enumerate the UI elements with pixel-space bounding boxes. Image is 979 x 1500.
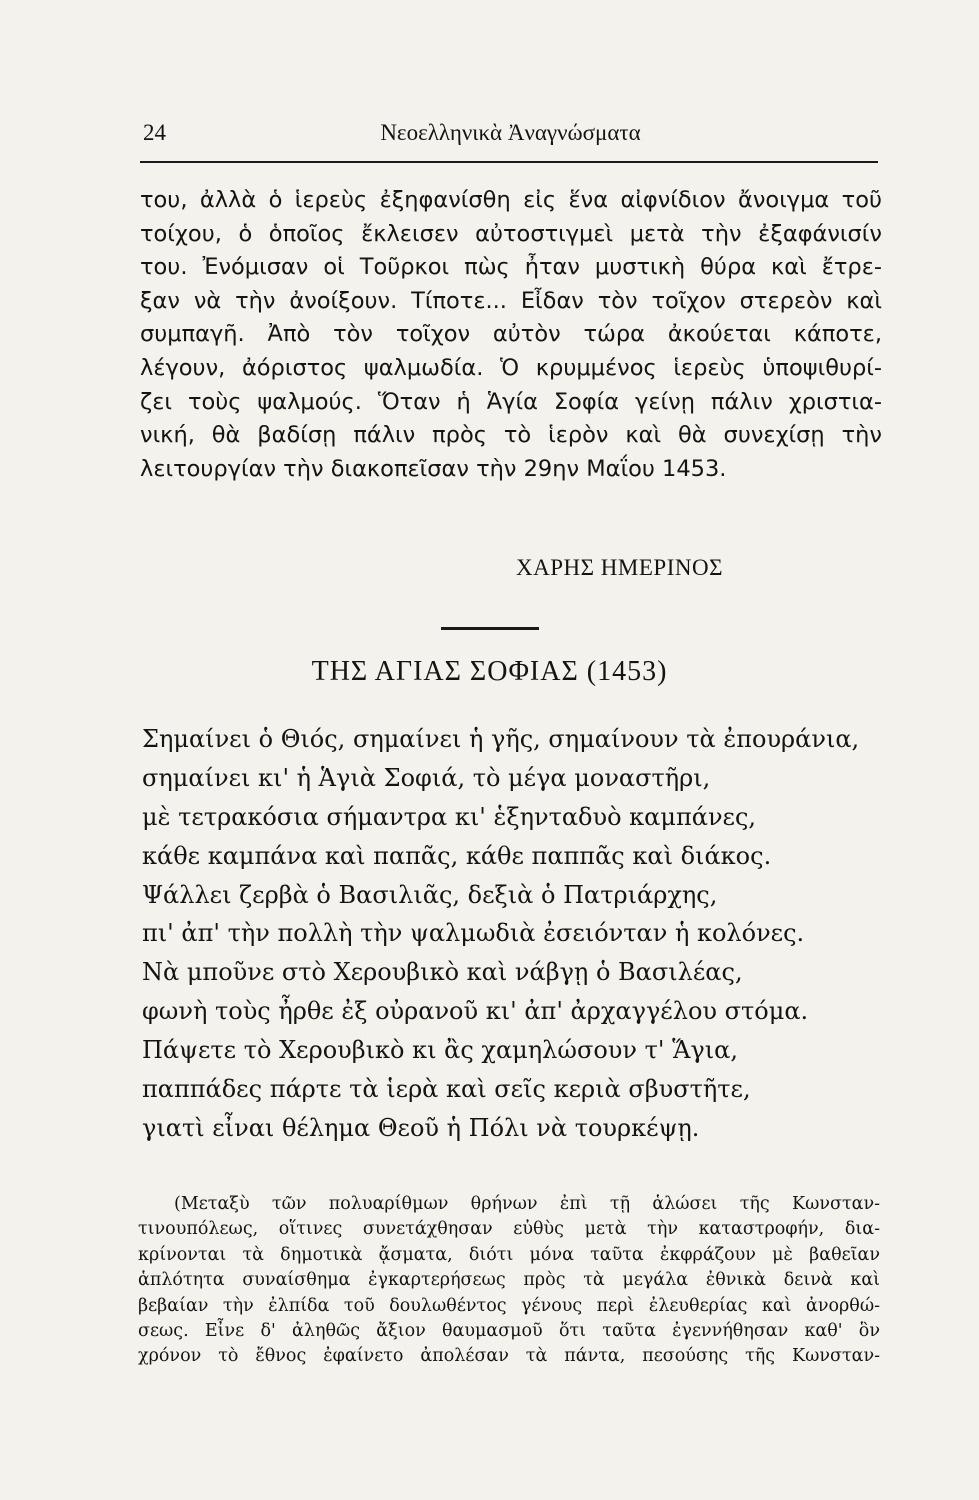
poem-verse: παππάδες πάρτε τὰ ἱερὰ καὶ σεῖς κεριὰ σβυστῆτε,	[142, 1075, 751, 1104]
prose-line: νική, θὰ βαδίσῃ πάλιν πρὸς τὸ ἱερὸν καὶ θὰ συνεχίσῃ τὴν	[140, 422, 882, 449]
prose-line: του. Ἐνόμισαν οἱ Τοῦρκοι πὼς ἦταν μυστικὴ θύρα καὶ ἔτρε-	[140, 254, 882, 281]
editorial-note	[138, 1192, 880, 1370]
author-signature: ΧΑΡΗΣ ΗΜΕΡΙΝΟΣ	[516, 555, 723, 580]
poem-verse: Σημαίνει ὁ Θιός, σημαίνει ἡ γῆς, σημαίνουν τὰ ἐπουράνια,	[142, 725, 860, 753]
poem	[142, 720, 912, 1148]
prose-line: τοίχου, ὁ ὁποῖος ἔκλεισεν αὐτοστιγμεὶ μετὰ τὴν ἐξαφάνισίν	[140, 220, 882, 247]
note-line: (Μεταξὺ τῶν πολυαρίθμων θρήνων ἐπὶ τῇ ἁλώσει τῆς Κωνσταν-	[174, 1194, 880, 1214]
prose-passage	[140, 184, 882, 486]
poem-verse: γιατὶ εἶναι θέλημα Θεοῦ ἡ Πόλι νὰ τουρκέψῃ.	[142, 1113, 700, 1142]
poem-title: ΤΗΣ ΑΓΙΑΣ ΣΟΦΙΑΣ (1453)	[311, 656, 668, 687]
prose-line: λέγουν, ἀόριστος ψαλμωδία. Ὁ κρυμμένος ἱερεὺς ὑποψιθυρί-	[140, 354, 882, 381]
prose-line: ζει τοὺς ψαλμούς. Ὅταν ἡ Ἁγία Σοφία γείνῃ πάλιν χριστια-	[140, 388, 882, 415]
note-line: χρόνον τὸ ἔθνος ἐφαίνετο ἀπολέσαν τὰ πάντα, πεσούσης τῆς Κωνσταν-	[138, 1346, 880, 1367]
running-title: Νεοελληνικὰ Ἀναγνώσματα	[380, 120, 641, 145]
note-line: ἁπλότητα συναίσθημα ἐγκαρτερήσεως πρὸς τὰ μεγάλα ἐθνικὰ δεινὰ καὶ	[138, 1270, 880, 1291]
note-line: σεως. Εἶνε δ' ἀληθῶς ἄξιον θαυμασμοῦ ὅτι ταῦτα ἐγεννήθησαν καθ' ὃν	[138, 1320, 880, 1341]
note-line: βεβαίαν τὴν ἐλπίδα τοῦ δουλωθέντος γένους περὶ ἐλευθερίας καὶ ἀνορθώ-	[138, 1295, 880, 1316]
prose-line: συμπαγῆ. Ἀπὸ τὸν τοῖχον αὐτὸν τώρα ἀκούεται κάποτε,	[140, 321, 882, 348]
page-number: 24	[143, 120, 166, 145]
header-rule	[140, 161, 878, 163]
section-divider	[441, 627, 539, 630]
poem-verse: μὲ τετρακόσια σήμαντρα κι' ἑξηνταδυὸ καμπάνες,	[142, 802, 757, 831]
poem-verse: σημαίνει κι' ἡ Ἁγιὰ Σοφιά, τὸ μέγα μοναστῆρι,	[142, 763, 711, 792]
poem-verse: φωνὴ τοὺς ἦρθε ἐξ οὐρανοῦ κι' ἀπ' ἀρχαγγέλου στόμα.	[142, 997, 809, 1026]
prose-line: του, ἀλλὰ ὁ ἱερεὺς ἐξηφανίσθη εἰς ἕνα αἰφνίδιον ἄνοιγμα τοῦ	[140, 187, 882, 213]
poem-verse: Νὰ μποῦνε στὸ Χερουβικὸ καὶ νάβγῃ ὁ Βασιλέας,	[142, 958, 743, 987]
prose-line: ξαν νὰ τὴν ἀνοίξουν. Τίποτε... Εἶδαν τὸν τοῖχον στερεὸν καὶ	[140, 287, 882, 314]
poem-verse: Πάψετε τὸ Χερουβικὸ κι ἂς χαμηλώσουν τ' Ἅγια,	[142, 1036, 738, 1065]
page-header	[143, 120, 878, 156]
note-line: τινουπόλεως, οἵτινες συνετάχθησαν εὐθὺς μετὰ τὴν καταστροφήν, δια-	[138, 1219, 880, 1240]
poem-verse: κάθε καμπάνα καὶ παπᾶς, κάθε παππᾶς καὶ διάκος.	[142, 841, 772, 870]
prose-line: λειτουργίαν τὴν διακοπεῖσαν τὴν 29ην Μαΐου 1453.	[140, 455, 727, 482]
poem-verse: Ψάλλει ζερβὰ ὁ Βασιλιᾶς, δεξιὰ ὁ Πατριάρχης,	[142, 880, 718, 909]
poem-verse: πι' ἀπ' τὴν πολλὴ τὴν ψαλμωδιὰ ἐσειόνταν ἡ κολόνες.	[142, 919, 805, 948]
note-line: κρίνονται τὰ δημοτικὰ ᾄσματα, διότι μόνα ταῦτα ἐκφράζουν μὲ βαθεῖαν	[138, 1244, 880, 1265]
